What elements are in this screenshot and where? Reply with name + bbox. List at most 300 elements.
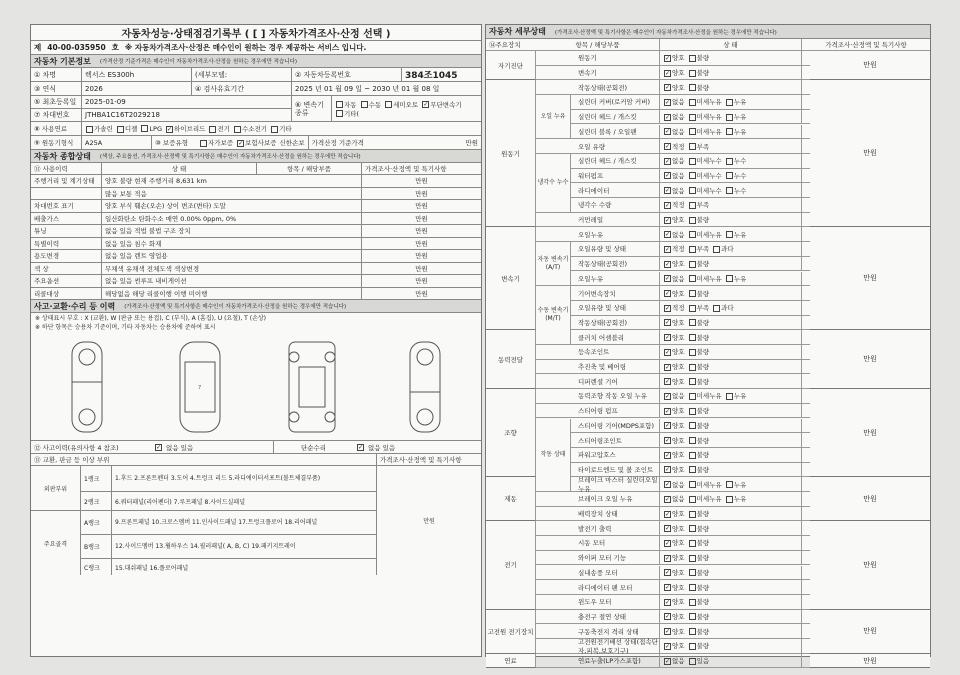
status-option-label: 과다 bbox=[721, 304, 734, 313]
status-option-checkbox[interactable] bbox=[722, 391, 747, 400]
warranty-insurer-checkbox[interactable] bbox=[233, 138, 276, 147]
detail-col-header bbox=[486, 39, 930, 51]
rank1-row bbox=[81, 466, 376, 492]
status-option-checkbox[interactable] bbox=[660, 465, 685, 474]
status-option-label: 양호 bbox=[672, 627, 685, 636]
device-group-label: 연료 bbox=[486, 654, 536, 669]
status-option-checkbox[interactable] bbox=[660, 612, 685, 621]
status-option-checkbox[interactable] bbox=[685, 362, 710, 371]
status-option-checkbox[interactable] bbox=[685, 597, 710, 606]
check-mark-icon: ✓ bbox=[665, 54, 671, 62]
status-option-checkbox[interactable] bbox=[685, 656, 710, 665]
trans-opt-label: 기타( bbox=[344, 109, 360, 118]
status-option-label: 불량 bbox=[696, 363, 710, 372]
detail-row-item: 실린더 블록 / 오일팬 bbox=[578, 127, 637, 136]
overall-row-status: 없음 있음 적법 불법 구조 장치 bbox=[101, 225, 361, 237]
status-option-label: 양호 bbox=[672, 363, 685, 372]
detail-row-item: 연료누출(LP가스포함) bbox=[578, 657, 641, 666]
detail-row-item: 와이퍼 모터 기능 bbox=[578, 554, 627, 563]
status-option-checkbox[interactable] bbox=[660, 127, 685, 136]
status-option-label: 양호 bbox=[672, 583, 685, 592]
exchange-price-cell bbox=[376, 466, 481, 575]
checkbox-icon bbox=[336, 101, 343, 108]
detail-row-item: 충전구 절연 상태 bbox=[578, 612, 627, 621]
status-option-checkbox[interactable] bbox=[660, 641, 685, 650]
fuel-hybrid-checkbox[interactable] bbox=[162, 124, 205, 133]
validity-label: ④ 검사유효기간 bbox=[191, 82, 291, 95]
checkbox-icon bbox=[689, 569, 696, 576]
status-option-checkbox[interactable] bbox=[660, 656, 685, 665]
fuel-electric-checkbox[interactable] bbox=[205, 124, 230, 133]
status-option-checkbox[interactable] bbox=[685, 612, 710, 621]
status-option-label: 불량 bbox=[696, 568, 710, 577]
status-option-checkbox[interactable] bbox=[660, 97, 685, 106]
rankA-items: 9.프론트패널 10.크로스멤버 11.인사이드패널 17.트렁크플로어 18.리어패널 bbox=[111, 511, 376, 534]
status-option-label: 양호 bbox=[672, 510, 685, 519]
device-subgroup-label: 자동 변속기 (A/T) bbox=[536, 242, 571, 286]
status-option-label: 없음 bbox=[672, 157, 685, 166]
engine-value: A25A bbox=[81, 136, 151, 149]
status-option-checkbox[interactable] bbox=[685, 186, 722, 195]
status-option-label: 양호 bbox=[672, 348, 685, 357]
status-option-checkbox[interactable] bbox=[660, 480, 685, 489]
status-option-label: 불량 bbox=[696, 436, 710, 445]
overall-row bbox=[31, 225, 481, 238]
checkbox-icon bbox=[689, 84, 696, 91]
check-mark-icon: ✓ bbox=[665, 260, 671, 268]
status-option-checkbox[interactable] bbox=[660, 406, 685, 415]
overall-row-label: 색 상 bbox=[34, 264, 49, 273]
status-option-checkbox[interactable] bbox=[660, 494, 685, 503]
status-option-checkbox[interactable] bbox=[722, 230, 747, 239]
status-option-label: 양호 bbox=[672, 83, 685, 92]
status-option-checkbox[interactable] bbox=[722, 112, 747, 121]
transmission-options bbox=[331, 96, 481, 121]
overall-rows bbox=[31, 175, 481, 300]
checkbox-icon bbox=[234, 126, 241, 133]
price-basis-won: 만원 bbox=[465, 139, 478, 147]
exchange-header: ⑬ 교환, 판금 등 이상 부위 bbox=[34, 456, 110, 464]
detail-row-item: 라디에이터 bbox=[578, 186, 610, 195]
legend-line-1: ※ 상태표시 부호 : X (교환), W (판금 또는 용접), C (부식), A (흠집), U (요철), T (손상) bbox=[35, 315, 267, 322]
device-subgroup-label: 작동 상태 bbox=[536, 419, 571, 493]
transmission-label: ⑥ 변속기 종류 bbox=[291, 96, 331, 121]
detail-row-item: 파워고압호스 bbox=[578, 451, 616, 460]
detail-col-device: ⑭주요장치 bbox=[489, 41, 521, 49]
check-mark-icon: ✓ bbox=[665, 495, 671, 503]
trans-opt-label: 무단변속기 bbox=[430, 100, 462, 109]
status-option-label: 양호 bbox=[672, 554, 685, 563]
status-option-checkbox[interactable] bbox=[660, 568, 685, 577]
detail-row-item: 오일유량 및 상태 bbox=[578, 245, 627, 254]
overall-row bbox=[31, 238, 481, 251]
detail-row-item: 디퍼렌셜 기어 bbox=[578, 377, 618, 386]
detail-row-item: 브레이크 마스터 실린더오일 누유 bbox=[578, 476, 658, 494]
car-underbody-icon bbox=[277, 337, 347, 437]
status-option-checkbox[interactable] bbox=[685, 53, 710, 62]
check-mark-icon: ✓ bbox=[423, 101, 429, 108]
check-mark-icon: ✓ bbox=[665, 642, 671, 650]
check-mark-icon: ✓ bbox=[358, 443, 364, 451]
trans-opt-label: 수동 bbox=[368, 100, 382, 109]
fuel-other-checkbox[interactable] bbox=[267, 124, 292, 133]
status-option-checkbox[interactable] bbox=[685, 450, 710, 459]
detail-row-status bbox=[659, 257, 801, 271]
status-option-checkbox[interactable] bbox=[685, 436, 710, 445]
status-option-checkbox[interactable] bbox=[685, 142, 710, 151]
checkbox-icon bbox=[689, 422, 696, 429]
status-option-checkbox[interactable] bbox=[660, 230, 685, 239]
status-option-checkbox[interactable] bbox=[685, 200, 710, 209]
status-option-checkbox[interactable] bbox=[660, 538, 685, 547]
status-option-label: 누수 bbox=[733, 171, 747, 180]
rankC-label: C랭크 bbox=[84, 564, 100, 572]
checkbox-icon bbox=[689, 643, 696, 650]
status-option-checkbox[interactable] bbox=[660, 524, 685, 533]
status-option-checkbox[interactable] bbox=[722, 171, 747, 180]
checkbox-icon bbox=[689, 99, 696, 106]
detail-row-item: 추진축 및 베어링 bbox=[578, 363, 627, 372]
checkbox-icon bbox=[689, 55, 696, 62]
status-option-checkbox[interactable] bbox=[685, 391, 722, 400]
status-option-label: 누수 bbox=[733, 186, 747, 195]
status-option-label: 불량 bbox=[696, 83, 710, 92]
status-option-checkbox[interactable] bbox=[660, 391, 685, 400]
rank2-items: 6.쿼터패널(리어펜더) 7.루프패널 8.사이드실패널 bbox=[111, 492, 376, 510]
check-mark-icon: ✓ bbox=[665, 584, 671, 592]
device-group-price: 만원 bbox=[810, 330, 930, 389]
status-option-checkbox[interactable] bbox=[709, 303, 734, 312]
status-option-label: 없음 bbox=[672, 113, 685, 122]
detail-row-status bbox=[659, 551, 801, 565]
detail-row-status bbox=[659, 374, 801, 388]
status-option-label: 불량 bbox=[696, 421, 710, 430]
check-mark-icon: ✓ bbox=[665, 334, 671, 342]
trans-manual-checkbox[interactable] bbox=[357, 100, 382, 109]
status-option-checkbox[interactable] bbox=[685, 377, 710, 386]
status-option-checkbox[interactable] bbox=[685, 480, 722, 489]
fuel-lpg-checkbox[interactable] bbox=[137, 125, 162, 133]
status-option-checkbox[interactable] bbox=[685, 259, 710, 268]
detail-row-item: 오일누유 bbox=[578, 230, 604, 239]
status-option-checkbox[interactable] bbox=[660, 244, 685, 253]
trans-opt-label: 자동 bbox=[344, 100, 357, 109]
checkbox-icon bbox=[689, 466, 696, 473]
warranty-self-checkbox[interactable] bbox=[196, 138, 233, 147]
status-option-checkbox[interactable] bbox=[685, 627, 710, 636]
device-subgroup-label: 냉각수 누수 bbox=[536, 154, 571, 213]
checkbox-icon bbox=[689, 599, 696, 606]
status-option-checkbox[interactable] bbox=[660, 259, 685, 268]
detail-row-status bbox=[659, 139, 801, 153]
checkbox-icon bbox=[726, 231, 733, 238]
detail-row-item: 스티어링 펌프 bbox=[578, 407, 618, 416]
check-mark-icon: ✓ bbox=[665, 69, 671, 77]
checkbox-icon bbox=[726, 187, 733, 194]
status-option-checkbox[interactable] bbox=[685, 318, 710, 327]
overall-row-status: 해당없음 해당 리콜이행 이행 미이행 bbox=[101, 288, 361, 300]
detail-col-item: 항목 / 해당부품 bbox=[575, 41, 620, 49]
status-option-checkbox[interactable] bbox=[685, 333, 710, 342]
status-option-checkbox[interactable] bbox=[685, 421, 710, 430]
detail-row-status bbox=[659, 51, 801, 65]
validity-value: 2025 년 01 월 09 일 ~ 2030 년 01 월 08 일 bbox=[291, 82, 481, 95]
status-option-checkbox[interactable] bbox=[685, 465, 710, 474]
overall-row-price: 만원 bbox=[361, 200, 481, 212]
status-option-checkbox[interactable] bbox=[660, 450, 685, 459]
accident-header bbox=[31, 300, 481, 313]
status-option-checkbox[interactable] bbox=[660, 274, 685, 283]
device-group-price: 만원 bbox=[810, 389, 930, 477]
vin-value: JTHBA1C16T2029218 bbox=[81, 109, 291, 121]
status-option-label: 불량 bbox=[696, 451, 710, 460]
detail-row-item: 동력조향 작동 오일 누유 bbox=[578, 392, 647, 401]
status-option-label: 적정 bbox=[672, 304, 685, 313]
check-mark-icon: ✓ bbox=[665, 363, 671, 371]
trans-semi-checkbox[interactable] bbox=[381, 100, 418, 109]
detail-note: (가격조사·산정액 및 특기사항은 매수인이 자동차가격조사·산정을 원하는 경우에만 적습니다) bbox=[554, 29, 777, 36]
check-mark-icon: ✓ bbox=[665, 569, 671, 577]
detail-row-status bbox=[659, 477, 801, 491]
status-option-checkbox[interactable] bbox=[660, 318, 685, 327]
device-group-label: 전기 bbox=[486, 521, 536, 609]
status-option-checkbox[interactable] bbox=[685, 494, 722, 503]
detail-row-status bbox=[659, 433, 801, 447]
status-option-checkbox[interactable] bbox=[660, 303, 685, 312]
status-option-checkbox[interactable] bbox=[722, 274, 747, 283]
status-option-checkbox[interactable] bbox=[685, 156, 722, 165]
status-option-checkbox[interactable] bbox=[660, 333, 685, 342]
status-option-checkbox[interactable] bbox=[660, 215, 685, 224]
overall-row-price: 만원 bbox=[361, 263, 481, 275]
checkbox-icon bbox=[689, 511, 696, 518]
status-option-checkbox[interactable] bbox=[685, 97, 722, 106]
status-option-checkbox[interactable] bbox=[660, 436, 685, 445]
status-option-checkbox[interactable] bbox=[660, 421, 685, 430]
status-option-checkbox[interactable] bbox=[685, 568, 710, 577]
warranty-insurer-name: 신한손보 bbox=[279, 139, 305, 147]
check-mark-icon: ✓ bbox=[665, 319, 671, 327]
detail-row-status bbox=[659, 360, 801, 374]
device-group-label: 변속기 bbox=[486, 227, 536, 330]
status-option-checkbox[interactable] bbox=[660, 377, 685, 386]
status-option-checkbox[interactable] bbox=[660, 627, 685, 636]
status-option-label: 불량 bbox=[696, 510, 710, 519]
status-option-checkbox[interactable] bbox=[660, 583, 685, 592]
overall-row-price: 만원 bbox=[361, 275, 481, 287]
status-option-label: 불량 bbox=[696, 289, 710, 298]
checkbox-icon bbox=[689, 305, 696, 312]
overall-col-header bbox=[31, 163, 481, 175]
status-option-checkbox[interactable] bbox=[722, 186, 747, 195]
rankB-items: 12.사이드멤버 13.휠하우스 14.필러패널( A, B, C) 19.패키지트레이 bbox=[111, 535, 376, 558]
status-option-label: 양호 bbox=[672, 539, 685, 548]
detail-row-status bbox=[659, 448, 801, 462]
status-option-checkbox[interactable] bbox=[685, 244, 710, 253]
status-option-checkbox[interactable] bbox=[685, 230, 722, 239]
check-mark-icon: ✓ bbox=[238, 139, 244, 147]
check-mark-icon: ✓ bbox=[665, 422, 671, 430]
status-option-checkbox[interactable] bbox=[660, 156, 685, 165]
status-option-label: 누유 bbox=[733, 98, 747, 107]
detail-row-status bbox=[659, 624, 801, 638]
status-option-label: 불량 bbox=[696, 612, 710, 621]
overall-row-status: 무채색 유채색 전체도색 색상변경 bbox=[101, 263, 361, 275]
svg-text:7: 7 bbox=[197, 384, 201, 391]
status-option-checkbox[interactable] bbox=[685, 127, 722, 136]
checkbox-icon bbox=[689, 349, 696, 356]
status-option-label: 양호 bbox=[672, 407, 685, 416]
status-option-checkbox[interactable] bbox=[660, 68, 685, 77]
status-option-checkbox[interactable] bbox=[722, 156, 747, 165]
check-mark-icon: ✓ bbox=[665, 613, 671, 621]
status-option-checkbox[interactable] bbox=[685, 524, 710, 533]
car-name-row bbox=[31, 68, 481, 82]
detail-row-item: 변속기 bbox=[578, 69, 597, 78]
status-option-checkbox[interactable] bbox=[660, 186, 685, 195]
status-option-checkbox[interactable] bbox=[709, 244, 734, 253]
check-mark-icon: ✓ bbox=[665, 628, 671, 636]
overall-row-price: 만원 bbox=[361, 250, 481, 262]
status-option-label: 양호 bbox=[672, 216, 685, 225]
checkbox-icon bbox=[726, 496, 733, 503]
status-option-checkbox[interactable] bbox=[660, 347, 685, 356]
status-option-checkbox[interactable] bbox=[660, 112, 685, 121]
status-option-checkbox[interactable] bbox=[685, 112, 722, 121]
status-option-checkbox[interactable] bbox=[660, 553, 685, 562]
status-option-label: 부족 bbox=[696, 245, 710, 254]
detail-row-status bbox=[659, 110, 801, 124]
status-option-checkbox[interactable] bbox=[660, 509, 685, 518]
status-option-checkbox[interactable] bbox=[660, 53, 685, 62]
status-option-checkbox[interactable] bbox=[685, 289, 710, 298]
detail-row-status bbox=[659, 66, 801, 80]
status-option-checkbox[interactable] bbox=[685, 171, 722, 180]
trans-auto-checkbox[interactable] bbox=[332, 100, 357, 109]
fuel-opt-label: 수소전기 bbox=[241, 125, 268, 133]
fuel-gasoline-checkbox[interactable] bbox=[82, 124, 113, 133]
status-option-checkbox[interactable] bbox=[685, 406, 710, 415]
status-option-checkbox[interactable] bbox=[685, 538, 710, 547]
status-option-checkbox[interactable] bbox=[685, 641, 710, 650]
check-mark-icon: ✓ bbox=[665, 157, 671, 165]
status-option-checkbox[interactable] bbox=[722, 494, 747, 503]
status-option-checkbox[interactable] bbox=[685, 303, 710, 312]
status-option-checkbox[interactable] bbox=[685, 347, 710, 356]
status-option-checkbox[interactable] bbox=[685, 68, 710, 77]
main-frame-label: 주요골격 bbox=[31, 511, 81, 575]
status-option-checkbox[interactable] bbox=[660, 171, 685, 180]
status-option-checkbox[interactable] bbox=[660, 362, 685, 371]
status-option-checkbox[interactable] bbox=[660, 83, 685, 92]
check-mark-icon: ✓ bbox=[665, 304, 671, 312]
status-option-label: 양호 bbox=[672, 524, 685, 533]
status-option-checkbox[interactable] bbox=[685, 83, 710, 92]
repair-none-checkbox[interactable] bbox=[353, 443, 365, 451]
checkbox-icon bbox=[689, 217, 696, 224]
status-option-label: 없음 bbox=[672, 127, 685, 136]
device-group-label: 동력전달 bbox=[486, 330, 536, 389]
status-option-checkbox[interactable] bbox=[660, 289, 685, 298]
detail-row-item: 작동상태(공회전) bbox=[578, 318, 628, 327]
overall-row-status: 양호 부식 훼손(오손) 상이 변조(변타) 도말 bbox=[101, 200, 361, 212]
device-group-label: 원동기 bbox=[486, 80, 536, 227]
detail-row-item: 기어변속장치 bbox=[578, 289, 616, 298]
status-option-label: 양호 bbox=[672, 451, 685, 460]
detail-row-item: 발전기 출력 bbox=[578, 524, 612, 533]
check-mark-icon: ✓ bbox=[665, 392, 671, 400]
device-group-label: 조향 bbox=[486, 389, 536, 477]
status-option-label: 미세누유 bbox=[696, 274, 722, 283]
status-option-checkbox[interactable] bbox=[660, 142, 685, 151]
overall-row-label: 튜닝 bbox=[34, 227, 47, 236]
status-option-checkbox[interactable] bbox=[660, 200, 685, 209]
status-option-label: 적정 bbox=[672, 245, 685, 254]
fuel-row bbox=[31, 122, 481, 136]
status-option-label: 불량 bbox=[696, 598, 710, 607]
status-option-checkbox[interactable] bbox=[722, 127, 747, 136]
device-group-price: 만원 bbox=[810, 654, 930, 669]
detail-row-item: 커먼레일 bbox=[578, 216, 604, 225]
status-option-checkbox[interactable] bbox=[685, 215, 710, 224]
device-group-price: 만원 bbox=[810, 477, 930, 521]
fuel-opt-label: 하이브리드 bbox=[173, 125, 206, 133]
check-mark-icon: ✓ bbox=[665, 128, 671, 136]
status-option-label: 양호 bbox=[672, 436, 685, 445]
checkbox-icon bbox=[689, 496, 696, 503]
main-frame-group bbox=[31, 511, 376, 575]
check-mark-icon: ✓ bbox=[665, 539, 671, 547]
check-mark-icon: ✓ bbox=[665, 437, 671, 445]
checkbox-icon bbox=[689, 187, 696, 194]
overall-row bbox=[31, 175, 481, 188]
overall-row-status: 일산화탄소 탄화수소 매연 0.00% 0ppm, 0% bbox=[101, 213, 361, 225]
accident-history-row bbox=[31, 441, 481, 454]
year-row bbox=[31, 82, 481, 96]
fuel-hydrogen-checkbox[interactable] bbox=[230, 124, 267, 133]
status-option-label: 없음 bbox=[672, 495, 685, 504]
detail-row-item: 구동축전지 격리 상태 bbox=[578, 627, 639, 636]
status-option-checkbox[interactable] bbox=[722, 480, 747, 489]
status-option-checkbox[interactable] bbox=[685, 509, 710, 518]
overall-row-label: 배출가스 bbox=[34, 214, 60, 223]
detail-row-status bbox=[659, 330, 801, 344]
status-option-checkbox[interactable] bbox=[685, 553, 710, 562]
status-option-label: 불량 bbox=[696, 333, 710, 342]
detail-row-status bbox=[659, 389, 801, 403]
status-option-label: 부족 bbox=[696, 304, 710, 313]
status-option-checkbox[interactable] bbox=[722, 97, 747, 106]
simple-repair-label: 단순수리 bbox=[273, 441, 353, 453]
car-left-side-icon bbox=[52, 337, 122, 437]
status-option-checkbox[interactable] bbox=[685, 274, 722, 283]
trans-other-checkbox[interactable] bbox=[332, 109, 359, 118]
status-option-label: 부족 bbox=[696, 142, 710, 151]
legend-line-2: ※ 하단 항목은 승용차 기준이며, 기타 자동차는 승용차에 준하여 표시 bbox=[35, 324, 216, 331]
overall-header bbox=[31, 150, 481, 163]
car-name-value: 렉서스 ES300h bbox=[81, 68, 191, 81]
record-number-row bbox=[31, 41, 481, 55]
rankC-row bbox=[81, 559, 376, 575]
device-group-price: 만원 bbox=[810, 227, 930, 330]
status-option-label: 양호 bbox=[672, 465, 685, 474]
accident-none-checkbox[interactable] bbox=[151, 443, 163, 451]
trans-cvt-checkbox[interactable] bbox=[418, 100, 461, 109]
overall-row-price: 만원 bbox=[361, 288, 481, 300]
status-option-checkbox[interactable] bbox=[660, 597, 685, 606]
status-option-checkbox[interactable] bbox=[685, 583, 710, 592]
fuel-diesel-checkbox[interactable] bbox=[113, 124, 138, 133]
